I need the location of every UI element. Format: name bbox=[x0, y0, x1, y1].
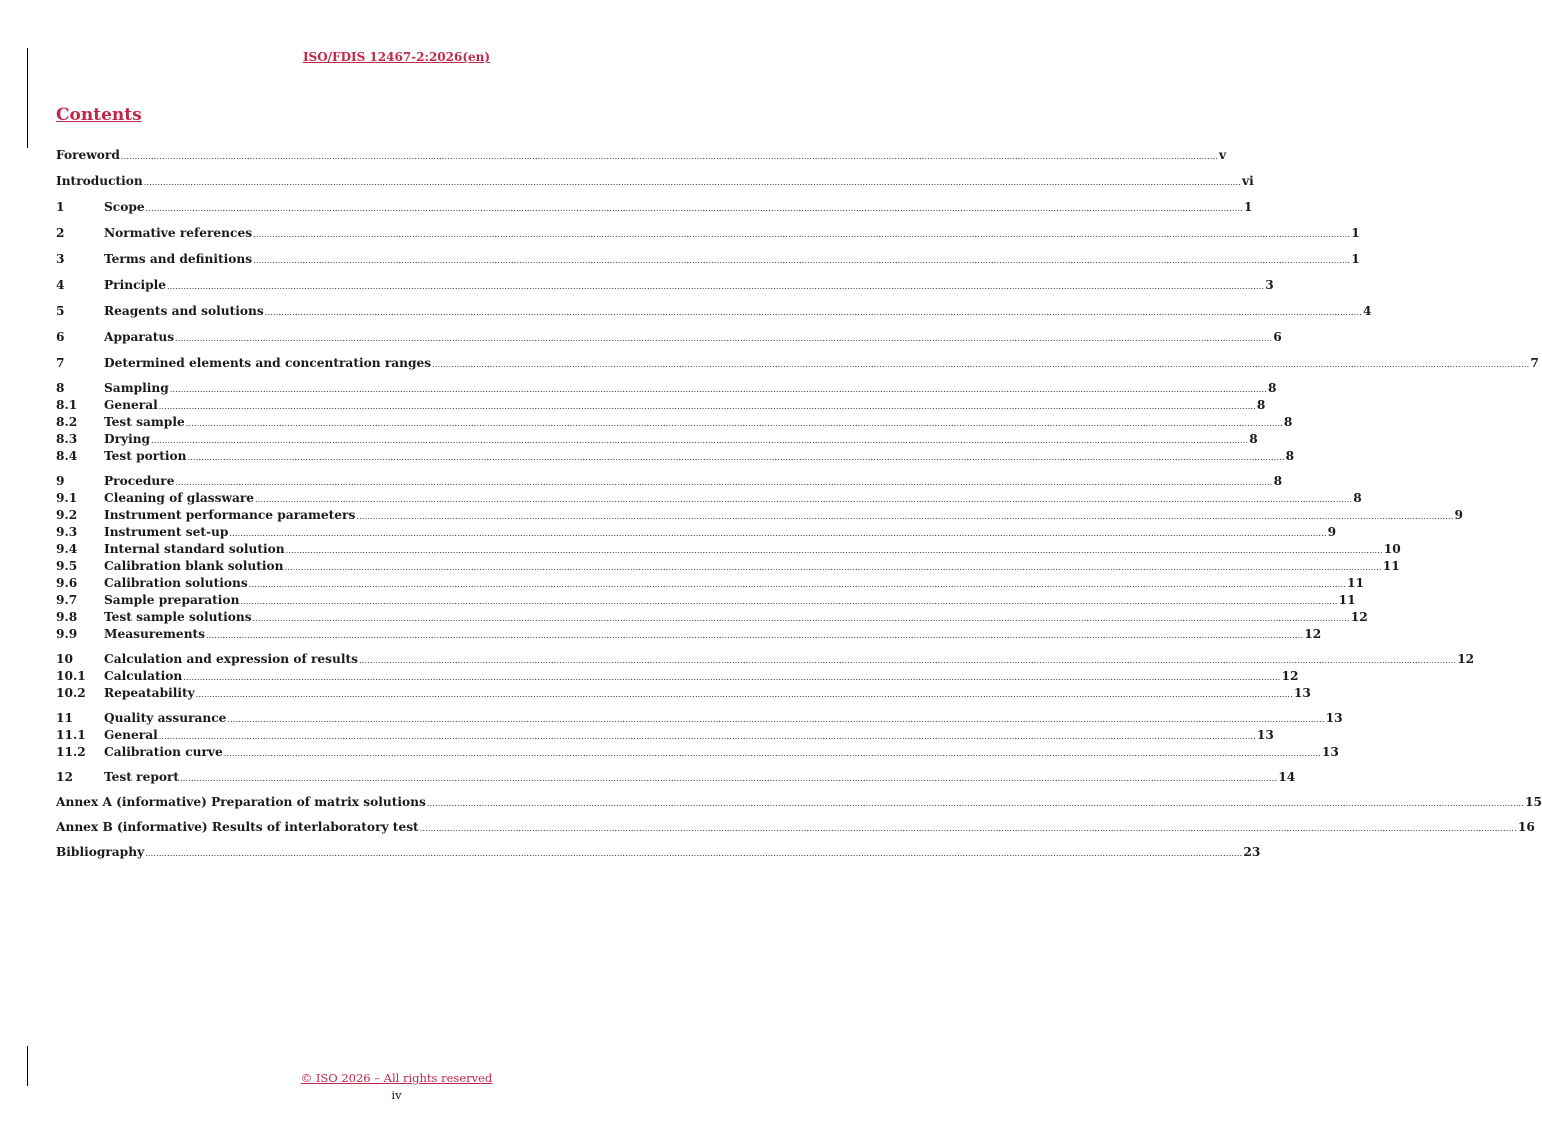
toc-entry-number: 11.2 bbox=[56, 745, 86, 759]
toc-entry[interactable] bbox=[56, 303, 1372, 320]
toc-entry-page: 6 bbox=[1273, 330, 1282, 344]
toc-entry-title: Instrument set-up bbox=[104, 525, 229, 539]
toc-entry-title: Drying bbox=[104, 432, 151, 446]
toc-entry-title: Apparatus bbox=[104, 330, 175, 344]
toc-entry[interactable] bbox=[56, 744, 1339, 761]
toc-entry-title: Annex B (informative) Results of interlaboratory test bbox=[56, 820, 419, 834]
toc-entry-title: General bbox=[104, 728, 158, 742]
toc-entry-number: 9.3 bbox=[56, 525, 78, 539]
toc-dot-leader: ................................................................................................................................................................................................................................................................................................................................................................................................................ bbox=[285, 546, 1383, 555]
toc-entry-title: Test report bbox=[104, 770, 180, 784]
toc-entry-number: 8.3 bbox=[56, 432, 78, 446]
toc-entry-title: Instrument performance parameters bbox=[104, 508, 356, 522]
toc-entry-page: 12 bbox=[1457, 652, 1475, 666]
toc-entry-title: Terms and definitions bbox=[104, 252, 253, 266]
toc-dot-leader: ................................................................................................................................................................................................................................................................................................................................................................................................................ bbox=[356, 512, 1454, 521]
toc-entry[interactable] bbox=[56, 609, 1368, 626]
toc-entry-number: 10.2 bbox=[56, 686, 86, 700]
toc-dot-leader: ................................................................................................................................................................................................................................................................................................................................................................................................................ bbox=[195, 690, 1293, 699]
toc-entry-page: 13 bbox=[1256, 728, 1274, 742]
toc-entry-number: 1 bbox=[56, 200, 65, 214]
toc-dot-leader: ................................................................................................................................................................................................................................................................................................................................................................................................................ bbox=[180, 774, 1278, 783]
toc-dot-leader: ................................................................................................................................................................................................................................................................................................................................................................................................................ bbox=[227, 715, 1325, 724]
toc-entry-title: Determined elements and concentration ranges bbox=[104, 356, 432, 370]
toc-entry-number: 6 bbox=[56, 330, 65, 344]
toc-dot-leader: ................................................................................................................................................................................................................................................................................................................................................................................................................ bbox=[240, 597, 1338, 606]
toc-entry-page: 4 bbox=[1362, 304, 1372, 318]
toc-entry-number: 2 bbox=[56, 226, 65, 240]
toc-dot-leader: ................................................................................................................................................................................................................................................................................................................................................................................................................ bbox=[158, 732, 1256, 741]
toc-dot-leader: ................................................................................................................................................................................................................................................................................................................................................................................................................ bbox=[359, 656, 1457, 665]
toc-dot-leader: ................................................................................................................................................................................................................................................................................................................................................................................................................ bbox=[185, 419, 1283, 428]
toc-entry-page: 13 bbox=[1321, 745, 1339, 759]
toc-dot-leader: ................................................................................................................................................................................................................................................................................................................................................................................................................ bbox=[167, 282, 1265, 291]
toc-entry[interactable] bbox=[56, 473, 1283, 490]
toc-entry-number: 9.5 bbox=[56, 559, 78, 573]
page-number: iv bbox=[391, 1088, 402, 1102]
toc-entry-title: Scope bbox=[104, 200, 145, 214]
toc-entry[interactable] bbox=[56, 794, 1542, 811]
toc-dot-leader: ................................................................................................................................................................................................................................................................................................................................................................................................................ bbox=[432, 360, 1530, 369]
toc-entry-number: 4 bbox=[56, 278, 65, 292]
toc-dot-leader: ................................................................................................................................................................................................................................................................................................................................................................................................................ bbox=[426, 799, 1525, 808]
toc-entry[interactable] bbox=[56, 685, 1311, 702]
toc-dot-leader: ................................................................................................................................................................................................................................................................................................................................................................................................................ bbox=[419, 824, 1517, 833]
toc-entry[interactable] bbox=[56, 251, 1360, 268]
toc-entry-page: 12 bbox=[1281, 669, 1299, 683]
toc-entry-title: General bbox=[104, 398, 158, 412]
toc-entry-title: Quality assurance bbox=[104, 711, 227, 725]
toc-entry-number: 3 bbox=[56, 252, 65, 266]
toc-dot-leader: ................................................................................................................................................................................................................................................................................................................................................................................................................ bbox=[206, 631, 1304, 640]
toc-entry-number: 7 bbox=[56, 356, 65, 370]
toc-entry-title: Sampling bbox=[104, 381, 169, 395]
toc-entry-page: 9 bbox=[1327, 525, 1337, 539]
toc-entry[interactable] bbox=[56, 727, 1274, 744]
toc-entry-page: 8 bbox=[1353, 491, 1362, 505]
toc-entry[interactable] bbox=[56, 651, 1475, 668]
toc-dot-leader: ................................................................................................................................................................................................................................................................................................................................................................................................................ bbox=[229, 529, 1327, 538]
toc-entry-number: 8.2 bbox=[56, 415, 78, 429]
toc-dot-leader: ................................................................................................................................................................................................................................................................................................................................................................................................................ bbox=[252, 614, 1350, 623]
toc-entry-page: 9 bbox=[1454, 508, 1464, 522]
toc-entry-page: 11 bbox=[1382, 559, 1400, 573]
toc-entry[interactable] bbox=[56, 414, 1293, 431]
toc-entry[interactable] bbox=[56, 819, 1535, 836]
toc-entry-title: Normative references bbox=[104, 226, 253, 240]
toc-entry-page: 3 bbox=[1265, 278, 1274, 292]
toc-entry-title: Cleaning of glassware bbox=[104, 491, 255, 505]
toc-entry-page: 10 bbox=[1383, 542, 1401, 556]
toc-entry-page: v bbox=[1219, 148, 1227, 162]
toc-entry-page: 23 bbox=[1243, 845, 1261, 859]
toc-dot-leader: ................................................................................................................................................................................................................................................................................................................................................................................................................ bbox=[255, 495, 1353, 504]
toc-dot-leader: ................................................................................................................................................................................................................................................................................................................................................................................................................ bbox=[187, 453, 1285, 462]
toc-entry-number: 5 bbox=[56, 304, 65, 318]
toc-entry-page: 12 bbox=[1304, 627, 1322, 641]
toc-entry-page: 13 bbox=[1325, 711, 1343, 725]
toc-dot-leader: ................................................................................................................................................................................................................................................................................................................................................................................................................ bbox=[223, 749, 1321, 758]
toc-entry[interactable] bbox=[56, 355, 1539, 372]
toc-entry-title: Calibration curve bbox=[104, 745, 223, 759]
toc-entry-title: Calibration solutions bbox=[104, 576, 248, 590]
toc-dot-leader: ................................................................................................................................................................................................................................................................................................................................................................................................................ bbox=[175, 334, 1273, 343]
toc-dot-leader: ................................................................................................................................................................................................................................................................................................................................................................................................................ bbox=[143, 178, 1241, 187]
toc-entry[interactable] bbox=[56, 490, 1362, 507]
toc-entry[interactable] bbox=[56, 558, 1400, 575]
toc-entry-page: 12 bbox=[1350, 610, 1368, 624]
toc-entry-page: 8 bbox=[1283, 415, 1293, 429]
toc-dot-leader: ................................................................................................................................................................................................................................................................................................................................................................................................................ bbox=[253, 256, 1351, 265]
toc-entry[interactable] bbox=[56, 769, 1296, 786]
copyright-notice[interactable]: © ISO 2026 – All rights reserved bbox=[300, 1071, 493, 1085]
toc-entry[interactable] bbox=[56, 524, 1337, 541]
toc-entry-title: Calibration blank solution bbox=[104, 559, 284, 573]
toc-entry-title: Introduction bbox=[56, 174, 143, 188]
toc-entry-number: 8.4 bbox=[56, 449, 78, 463]
toc-entry-page: 7 bbox=[1530, 356, 1539, 370]
toc-entry[interactable] bbox=[56, 541, 1401, 558]
toc-entry-page: 8 bbox=[1249, 432, 1258, 446]
toc-entry-page: vi bbox=[1241, 174, 1254, 188]
toc-entry-title: Foreword bbox=[56, 148, 120, 162]
toc-entry-page: 11 bbox=[1346, 576, 1364, 590]
toc-dot-leader: ................................................................................................................................................................................................................................................................................................................................................................................................................ bbox=[264, 308, 1362, 317]
toc-entry-title: Test sample solutions bbox=[104, 610, 252, 624]
toc-entry[interactable] bbox=[56, 575, 1364, 592]
toc-entry-title: Procedure bbox=[104, 474, 175, 488]
toc-entry[interactable] bbox=[56, 199, 1253, 216]
toc-dot-leader: ................................................................................................................................................................................................................................................................................................................................................................................................................ bbox=[169, 385, 1267, 394]
toc-entry-page: 1 bbox=[1243, 200, 1253, 214]
toc-dot-leader: ................................................................................................................................................................................................................................................................................................................................................................................................................ bbox=[175, 478, 1273, 487]
toc-entry-page: 8 bbox=[1273, 474, 1283, 488]
toc-entry[interactable] bbox=[56, 397, 1266, 414]
toc-entry[interactable] bbox=[56, 380, 1277, 397]
toc-entry[interactable] bbox=[56, 448, 1295, 465]
toc-entry[interactable] bbox=[56, 277, 1274, 294]
toc-entry-title: Calculation and expression of results bbox=[104, 652, 358, 666]
toc-entry[interactable] bbox=[56, 844, 1261, 861]
toc-entry-number: 9.8 bbox=[56, 610, 78, 624]
toc-entry-title: Test sample bbox=[104, 415, 185, 429]
document-identifier[interactable]: ISO/FDIS 12467-2:2026(en) bbox=[302, 50, 491, 64]
toc-dot-leader: ................................................................................................................................................................................................................................................................................................................................................................................................................ bbox=[120, 152, 1219, 161]
toc-dot-leader: ................................................................................................................................................................................................................................................................................................................................................................................................................ bbox=[248, 580, 1346, 589]
table-of-contents bbox=[56, 147, 1542, 861]
toc-entry-page: 8 bbox=[1256, 398, 1266, 412]
toc-entry-page: 16 bbox=[1517, 820, 1535, 834]
toc-entry-number: 9.6 bbox=[56, 576, 78, 590]
toc-entry-number: 9 bbox=[56, 474, 65, 488]
toc-entry[interactable] bbox=[56, 225, 1360, 242]
toc-entry[interactable] bbox=[56, 668, 1299, 685]
toc-entry-page: 11 bbox=[1338, 593, 1356, 607]
toc-dot-leader: ................................................................................................................................................................................................................................................................................................................................................................................................................ bbox=[183, 673, 1281, 682]
toc-entry[interactable] bbox=[56, 592, 1356, 609]
toc-entry[interactable] bbox=[56, 173, 1254, 190]
toc-entry-number: 12 bbox=[56, 770, 73, 784]
toc-entry-page: 8 bbox=[1267, 381, 1277, 395]
contents-heading[interactable]: Contents bbox=[56, 105, 142, 125]
toc-entry-title: Measurements bbox=[104, 627, 206, 641]
toc-dot-leader: ................................................................................................................................................................................................................................................................................................................................................................................................................ bbox=[158, 402, 1256, 411]
toc-entry-number: 9.2 bbox=[56, 508, 78, 522]
toc-entry-number: 10.1 bbox=[56, 669, 86, 683]
toc-entry[interactable] bbox=[56, 147, 1227, 164]
toc-entry[interactable] bbox=[56, 431, 1258, 448]
toc-entry-number: 9.9 bbox=[56, 627, 78, 641]
toc-entry-title: Calculation bbox=[104, 669, 183, 683]
toc-dot-leader: ................................................................................................................................................................................................................................................................................................................................................................................................................ bbox=[145, 204, 1243, 213]
toc-entry[interactable] bbox=[56, 710, 1343, 727]
toc-entry[interactable] bbox=[56, 626, 1322, 643]
toc-entry-title: Sample preparation bbox=[104, 593, 240, 607]
toc-entry-number: 9.7 bbox=[56, 593, 78, 607]
toc-entry-page: 1 bbox=[1351, 252, 1360, 266]
toc-entry-page: 13 bbox=[1293, 686, 1311, 700]
toc-entry-number: 9.1 bbox=[56, 491, 78, 505]
toc-entry-page: 1 bbox=[1351, 226, 1360, 240]
toc-entry-number: 8.1 bbox=[56, 398, 78, 412]
toc-entry[interactable] bbox=[56, 507, 1464, 524]
toc-dot-leader: ................................................................................................................................................................................................................................................................................................................................................................................................................ bbox=[253, 230, 1351, 239]
toc-dot-leader: ................................................................................................................................................................................................................................................................................................................................................................................................................ bbox=[145, 849, 1243, 858]
toc-dot-leader: ................................................................................................................................................................................................................................................................................................................................................................................................................ bbox=[284, 563, 1382, 572]
toc-dot-leader: ................................................................................................................................................................................................................................................................................................................................................................................................................ bbox=[151, 436, 1249, 445]
toc-entry-number: 9.4 bbox=[56, 542, 78, 556]
toc-entry-page: 15 bbox=[1525, 795, 1542, 809]
toc-entry[interactable] bbox=[56, 329, 1282, 346]
toc-entry-title: Reagents and solutions bbox=[104, 304, 264, 318]
toc-entry-title: Repeatability bbox=[104, 686, 195, 700]
toc-entry-title: Internal standard solution bbox=[104, 542, 285, 556]
toc-entry-number: 11.1 bbox=[56, 728, 86, 742]
toc-entry-title: Principle bbox=[104, 278, 167, 292]
toc-entry-page: 14 bbox=[1278, 770, 1296, 784]
toc-entry-number: 8 bbox=[56, 381, 65, 395]
toc-entry-title: Annex A (informative) Preparation of matrix solutions bbox=[56, 795, 426, 809]
toc-entry-title: Bibliography bbox=[56, 845, 145, 859]
toc-entry-title: Test portion bbox=[104, 449, 187, 463]
toc-entry-number: 11 bbox=[56, 711, 73, 725]
toc-entry-page: 8 bbox=[1285, 449, 1295, 463]
toc-entry-number: 10 bbox=[56, 652, 73, 666]
